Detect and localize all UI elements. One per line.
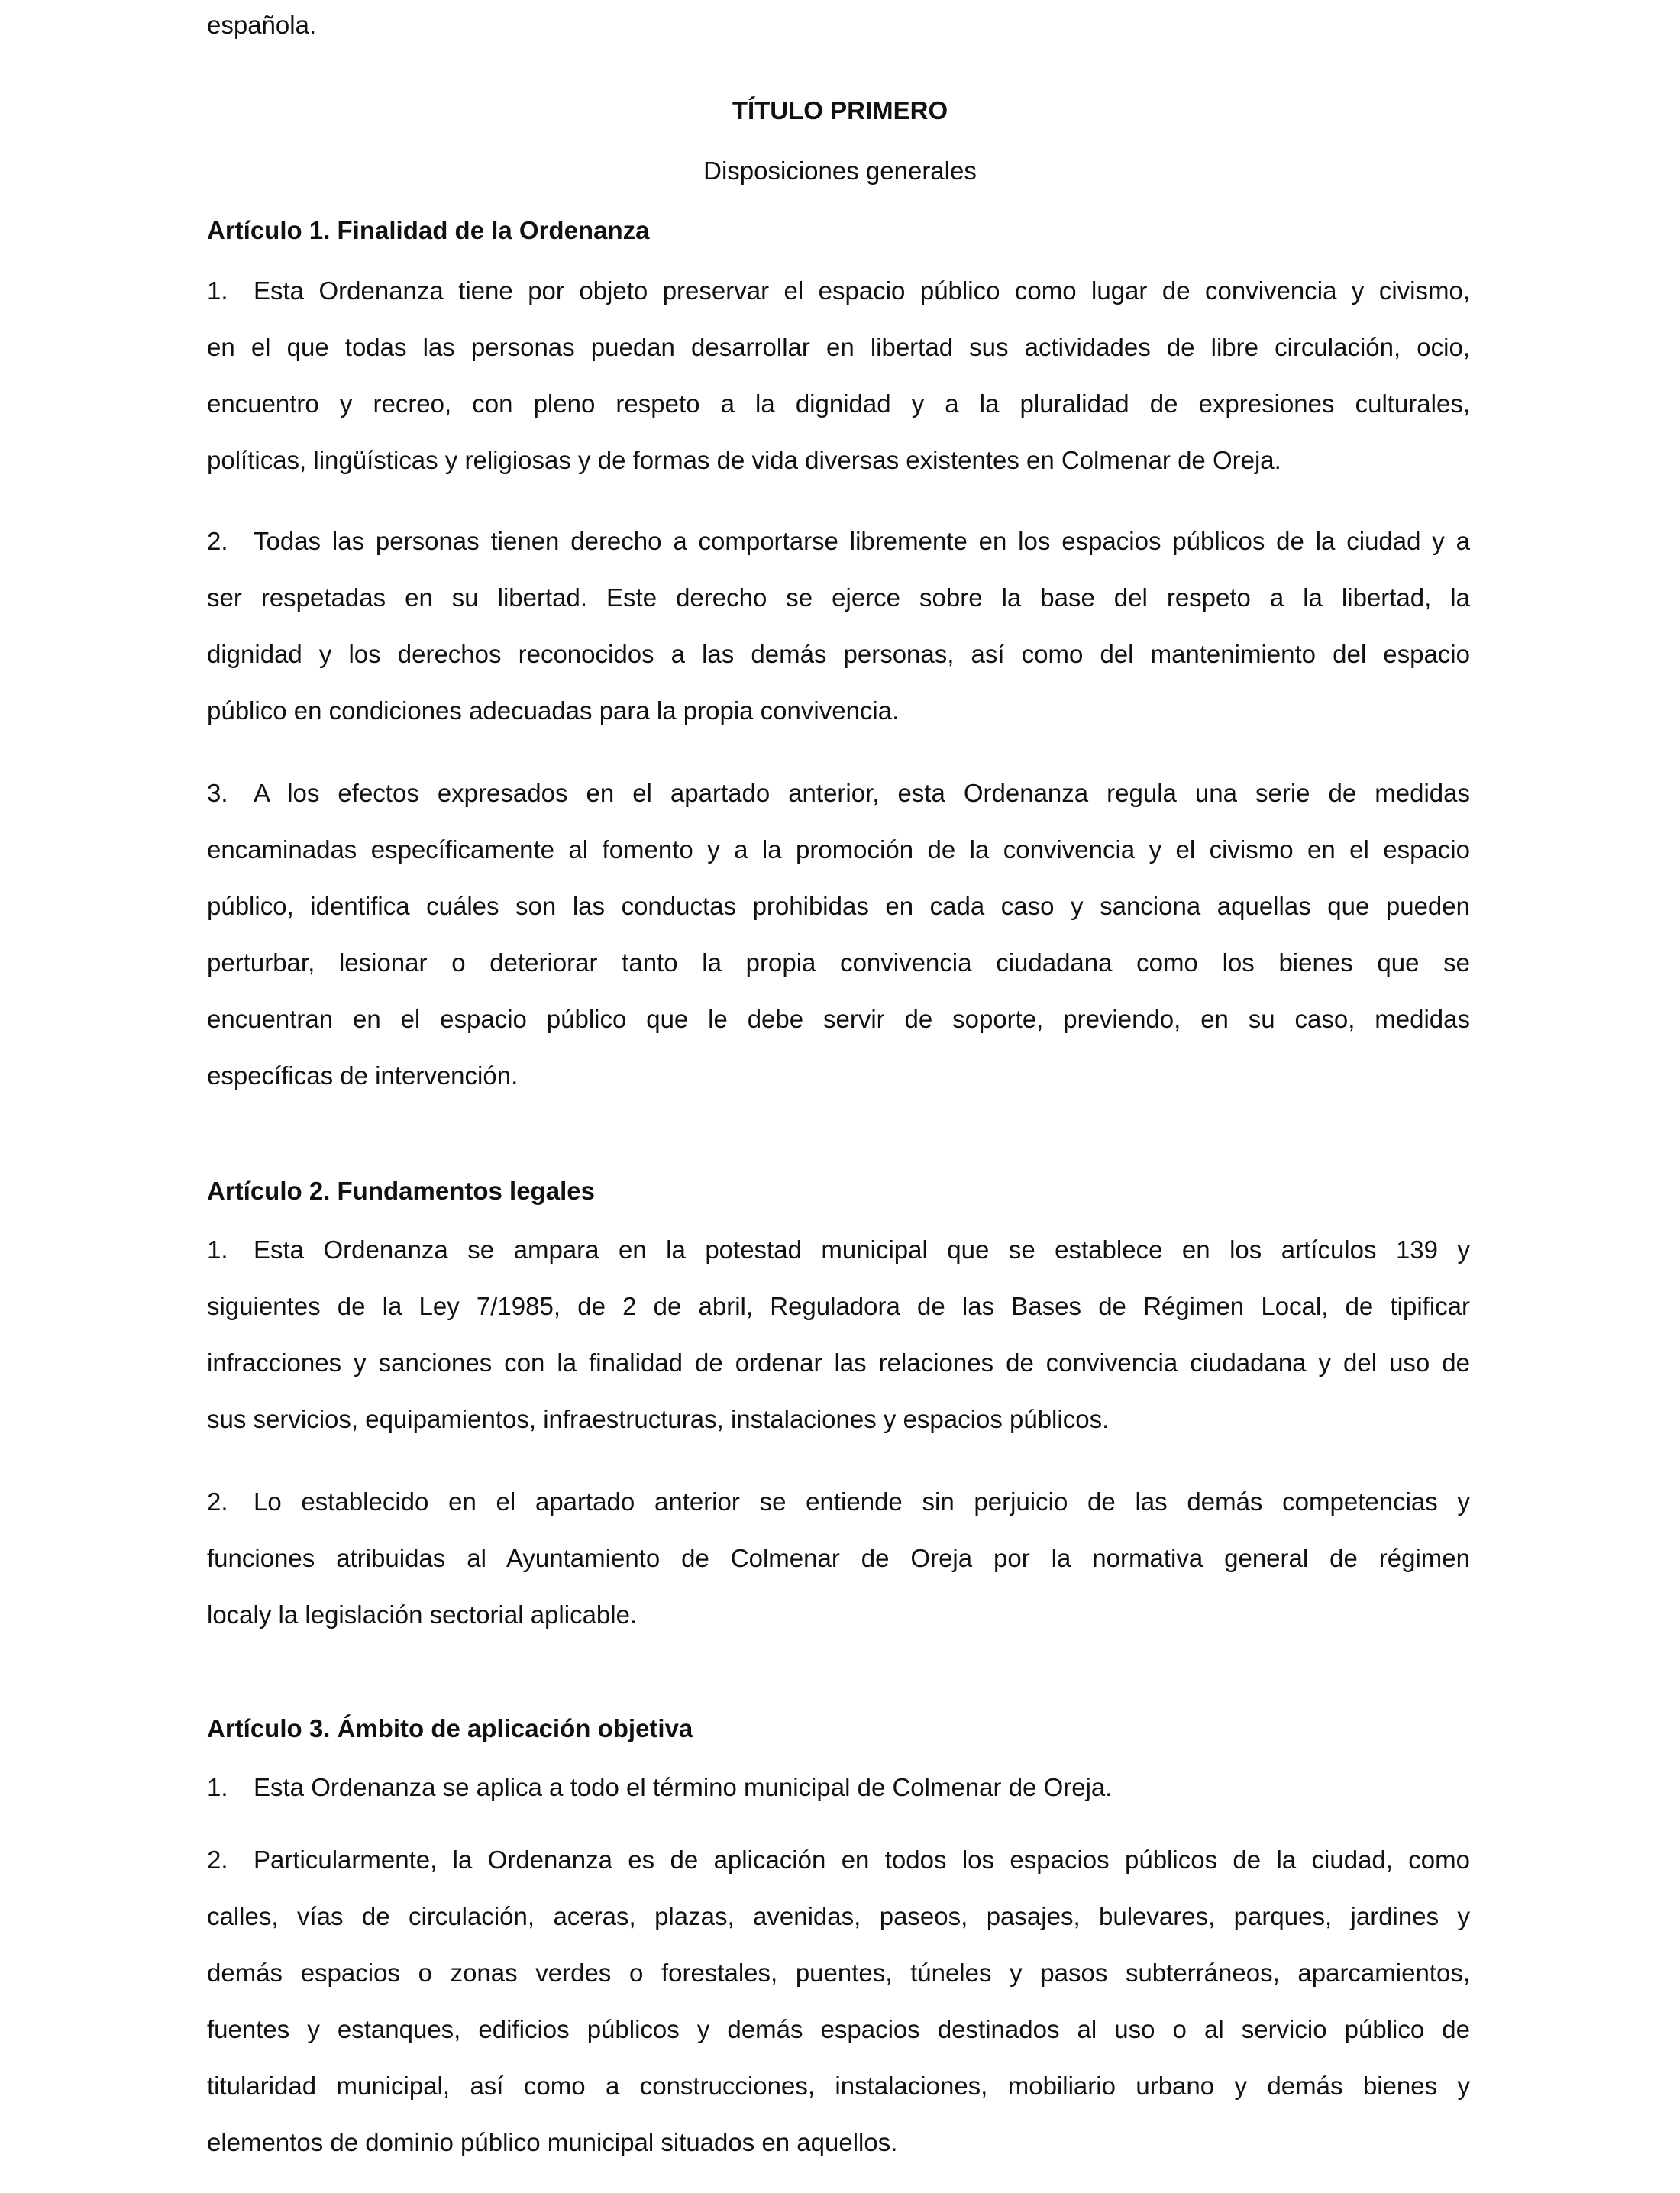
- paragraph-number: 2.: [207, 1846, 228, 1874]
- paragraph-line: infracciones y sanciones con la finalidad de ordenar las relaciones de convivencia ciudadana y del uso de: [207, 1348, 1470, 1377]
- paragraph-number: 1.: [207, 1235, 228, 1264]
- paragraph-line: titularidad municipal, así como a construcciones, instalaciones, mobiliario urbano y demás bienes y: [207, 2072, 1470, 2100]
- article-paragraph: [207, 263, 1470, 489]
- paragraph-number: 2.: [207, 1487, 228, 1516]
- paragraph-line: elementos de dominio público municipal situados en aquellos.: [207, 2128, 898, 2156]
- paragraph-line: encaminadas específicamente al fomento y a la promoción de la convivencia y el civismo en el espacio: [207, 835, 1470, 864]
- paragraph-line: calles, vías de circulación, aceras, plazas, avenidas, paseos, pasajes, bulevares, parques, jardines y: [207, 1902, 1470, 1930]
- paragraph-number: 2.: [207, 527, 228, 555]
- paragraph-line-text: A los efectos expresados en el apartado anterior, esta Ordenanza regula una serie de medidas: [254, 779, 1470, 807]
- paragraph-line: público en condiciones adecuadas para la propia convivencia.: [207, 696, 900, 725]
- title-heading: TÍTULO PRIMERO: [732, 96, 948, 124]
- paragraph-line: encuentro y recreo, con pleno respeto a la dignidad y a la pluralidad de expresiones culturales,: [207, 389, 1470, 418]
- paragraph-line-text: Lo establecido en el apartado anterior se entiende sin perjuicio de las demás competencias y: [254, 1487, 1470, 1516]
- paragraph-line-text: Esta Ordenanza se ampara en la potestad municipal que se establece en los artículos 139 y: [254, 1235, 1470, 1264]
- paragraph-line: localy la legislación sectorial aplicable.: [207, 1600, 638, 1629]
- paragraph-line: [207, 1832, 1470, 1888]
- paragraph-line-text: Esta Ordenanza se aplica a todo el término municipal de Colmenar de Oreja.: [254, 1773, 1113, 1801]
- paragraph-line: [207, 1759, 1470, 1816]
- subtitle-heading: Disposiciones generales: [703, 157, 977, 185]
- paragraph-line: [207, 263, 1470, 319]
- paragraph-line: ser respetadas en su libertad. Este derecho se ejerce sobre la base del respeto a la libertad, la: [207, 583, 1470, 612]
- paragraph-line: dignidad y los derechos reconocidos a las demás personas, así como del mantenimiento del espacio: [207, 640, 1470, 668]
- paragraph-line: demás espacios o zonas verdes o forestales, puentes, túneles y pasos subterráneos, aparcamientos,: [207, 1959, 1470, 1987]
- paragraph-line: funciones atribuidas al Ayuntamiento de Colmenar de Oreja por la normativa general de régimen: [207, 1544, 1470, 1572]
- paragraph-line: sus servicios, equipamientos, infraestructuras, instalaciones y espacios públicos.: [207, 1405, 1110, 1433]
- paragraph-line: [207, 1474, 1470, 1530]
- paragraph-line: en el que todas las personas puedan desarrollar en libertad sus actividades de libre circulación, ocio,: [207, 333, 1470, 361]
- article-paragraph: [207, 765, 1470, 1104]
- paragraph-line: [207, 513, 1470, 570]
- paragraph-line: público, identifica cuáles son las conductas prohibidas en cada caso y sanciona aquellas que pueden: [207, 892, 1470, 920]
- paragraph-line: perturbar, lesionar o deteriorar tanto la propia convivencia ciudadana como los bienes que se: [207, 948, 1470, 977]
- article-paragraph: [207, 513, 1470, 739]
- paragraph-line-text: Todas las personas tienen derecho a comportarse libremente en los espacios públicos de la ciudad y a: [254, 527, 1470, 555]
- paragraph-line: políticas, lingüísticas y religiosas y de formas de vida diversas existentes en Colmenar de Oreja.: [207, 446, 1281, 474]
- article-paragraph: [207, 1222, 1470, 1448]
- article-paragraph: [207, 1474, 1470, 1643]
- article-paragraph: [207, 1832, 1470, 2171]
- paragraph-line-text: Esta Ordenanza tiene por objeto preservar el espacio público como lugar de convivencia y civismo,: [254, 276, 1470, 305]
- paragraph-line: [207, 765, 1470, 822]
- article-heading: Artículo 2. Fundamentos legales: [207, 1177, 595, 1205]
- paragraph-line: específicas de intervención.: [207, 1061, 519, 1090]
- paragraph-number: 3.: [207, 779, 228, 807]
- paragraph-number: 1.: [207, 276, 228, 305]
- article-heading: Artículo 3. Ámbito de aplicación objetiva: [207, 1714, 693, 1742]
- intro-tail-text: española.: [207, 11, 317, 39]
- paragraph-line: [207, 1222, 1470, 1278]
- article-heading: Artículo 1. Finalidad de la Ordenanza: [207, 216, 650, 244]
- paragraph-number: 1.: [207, 1773, 228, 1801]
- paragraph-line-text: Particularmente, la Ordenanza es de aplicación en todos los espacios públicos de la ciudad, como: [254, 1846, 1470, 1874]
- paragraph-line: siguientes de la Ley 7/1985, de 2 de abril, Reguladora de las Bases de Régimen Local, de tipificar: [207, 1292, 1470, 1320]
- paragraph-line: encuentran en el espacio público que le debe servir de soporte, previendo, en su caso, medidas: [207, 1005, 1470, 1033]
- paragraph-line: fuentes y estanques, edificios públicos y demás espacios destinados al uso o al servicio público de: [207, 2015, 1470, 2043]
- article-paragraph: [207, 1759, 1470, 1816]
